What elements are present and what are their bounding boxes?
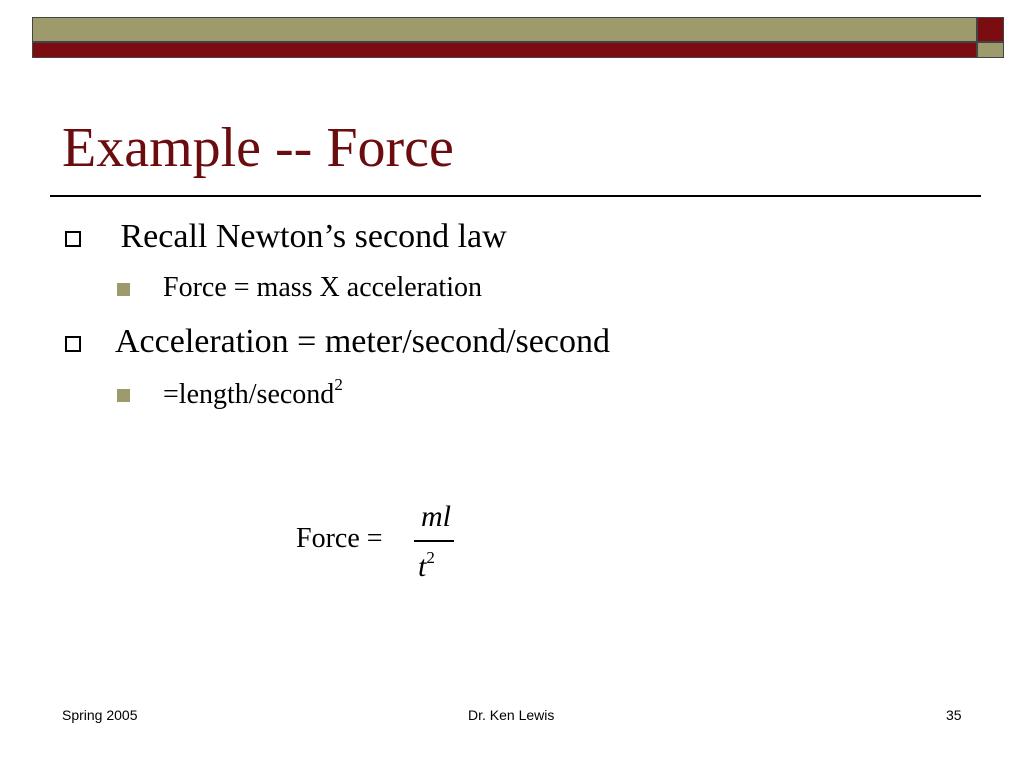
fraction-numerator: ml bbox=[421, 500, 451, 533]
footer-date: Spring 2005 bbox=[62, 707, 138, 723]
footer-author: Dr. Ken Lewis bbox=[468, 707, 555, 723]
hollow-square-bullet-icon bbox=[65, 336, 81, 352]
denominator-exponent: 2 bbox=[426, 548, 435, 567]
exponent: 2 bbox=[334, 375, 343, 394]
header-maroon-square bbox=[977, 17, 1004, 42]
bullet-item: Recall Newton’s second law bbox=[112, 218, 507, 255]
sub-bullet-item: Force = mass X acceleration bbox=[163, 272, 482, 303]
formula-label: Force = bbox=[296, 523, 383, 554]
header-olive-square bbox=[977, 42, 1004, 58]
filled-square-bullet-icon bbox=[117, 283, 130, 296]
hollow-square-bullet-icon bbox=[65, 231, 81, 247]
slide-title: Example -- Force bbox=[62, 117, 454, 179]
denominator-base: t bbox=[418, 550, 427, 583]
filled-square-bullet-icon bbox=[117, 389, 130, 402]
header-maroon-bar bbox=[32, 42, 977, 58]
footer-slide-number: 35 bbox=[946, 707, 962, 723]
sub-bullet-text: =length/second bbox=[163, 379, 335, 410]
title-divider bbox=[50, 195, 981, 197]
sub-bullet-item bbox=[163, 375, 343, 412]
fraction-denominator bbox=[418, 550, 435, 584]
bullet-item: Acceleration = meter/second/second bbox=[115, 323, 610, 360]
header-olive-bar bbox=[32, 17, 977, 42]
fraction-bar bbox=[414, 540, 454, 542]
